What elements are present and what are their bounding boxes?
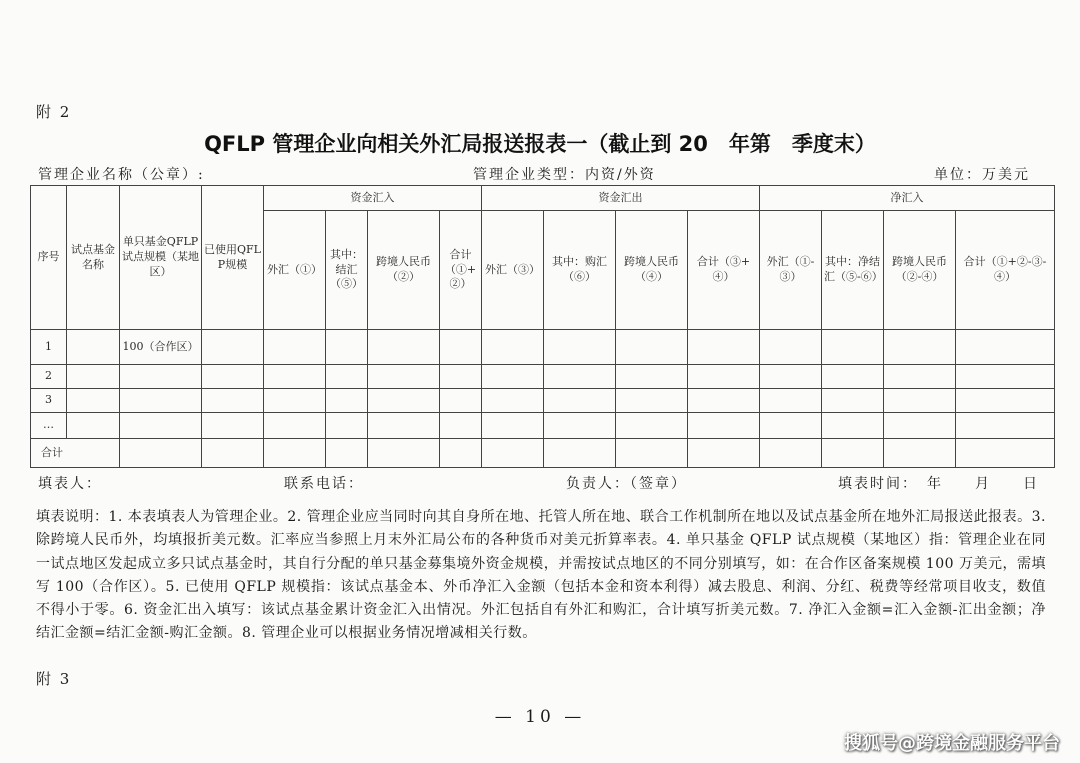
filling-instructions: 填表说明：1. 本表填表人为管理企业。2. 管理企业应当同时向其自身所在地、托管人所在地、联合工作机制所在地以及试点基金所在地外汇局报送此报表。3. 除跨境人民币外，均填报折美元数。汇率应当参照上月末外汇局公布的各种货币对美元折算率表。4. 单只基金 QFLP 试点规模（某地区）指：管理企业在同一试点地区发起成立多只试点基金时，其自行分配的单只基金募集境外资金规模，并需按试点地区的不同分别填写，如：在合作区备案规模 100 万美元，需填写 100（合作区）。5. 已使用 QFLP 规模指：该试点基金本、外币净汇入金额（包括本金和资本利得）减去股息、利润、分红、税费等经常项目收支，数值不得小于零。6. 资金汇出入填写：该试点基金累计资金汇入出情况。外汇包括自有外汇和购汇，合计填写折美元数。7. 净汇入金额=汇入金额-汇出金额；净结汇金额=结汇金额-购汇金额。8. 管理企业可以根据业务情况增减相关行数。 (36, 509, 1046, 642)
watermark: 搜狐号@跨境金融服务平台 (844, 733, 1060, 754)
row-seq: … (31, 413, 67, 439)
annex-label-top: 附 2 (36, 103, 72, 121)
total-row (31, 439, 1055, 468)
col-header-used: 已使用QFLP规模 (202, 186, 264, 330)
col-header-out-buy: 其中：购汇（⑥） (544, 211, 616, 330)
responsible-label: 负责人：（签章） (566, 476, 687, 492)
col-header-net-fx: 外汇（①-③） (760, 211, 822, 330)
table-row (31, 413, 1055, 439)
date-label: 填表时间： 年 月 日 (838, 476, 1039, 492)
table-row (31, 365, 1055, 389)
col-header-in-rmb: 跨境人民币（②） (368, 211, 440, 330)
col-header-in-total: 合计（①+②） (440, 211, 482, 330)
col-header-out-total: 合计（③+④） (688, 211, 760, 330)
col-header-in-settle: 其中：结汇（⑤） (326, 211, 368, 330)
unit-label: 单位：万美元 (934, 167, 1030, 183)
group-header-net: 净汇入 (760, 186, 1055, 211)
row-seq: 2 (31, 365, 67, 389)
table-row (31, 389, 1055, 413)
col-header-net-settle: 其中：净结汇（⑤-⑥） (822, 211, 884, 330)
row-seq: 1 (31, 330, 67, 365)
col-header-scale: 单只基金QFLP试点规模（某地区） (120, 186, 202, 330)
row-scale: 100（合作区） (120, 330, 202, 365)
col-header-seq: 序号 (31, 186, 67, 330)
table-row (31, 330, 1055, 365)
phone-label: 联系电话： (284, 476, 364, 492)
filler-label: 填表人： (38, 476, 102, 492)
annex-label-bottom: 附 3 (36, 670, 72, 688)
page-number: — 10 — (494, 707, 586, 727)
row-seq: 3 (31, 389, 67, 413)
company-type-label: 管理企业类型：内资/外资 (473, 167, 656, 183)
report-table (30, 185, 1055, 468)
col-header-out-rmb: 跨境人民币（④） (616, 211, 688, 330)
col-header-fund-name: 试点基金名称 (67, 186, 120, 330)
group-header-inflow: 资金汇入 (264, 186, 482, 211)
col-header-net-rmb: 跨境人民币（②-④） (884, 211, 956, 330)
col-header-in-fx: 外汇（①） (264, 211, 326, 330)
col-header-net-total: 合计（①+②-③-④） (956, 211, 1055, 330)
group-header-outflow: 资金汇出 (482, 186, 760, 211)
company-name-label: 管理企业名称（公章）: (38, 167, 205, 183)
document-title: QFLP 管理企业向相关外汇局报送报表一（截止到 20 年第 季度末） (204, 132, 876, 156)
col-header-out-fx: 外汇（③） (482, 211, 544, 330)
total-label: 合计 (31, 439, 120, 468)
